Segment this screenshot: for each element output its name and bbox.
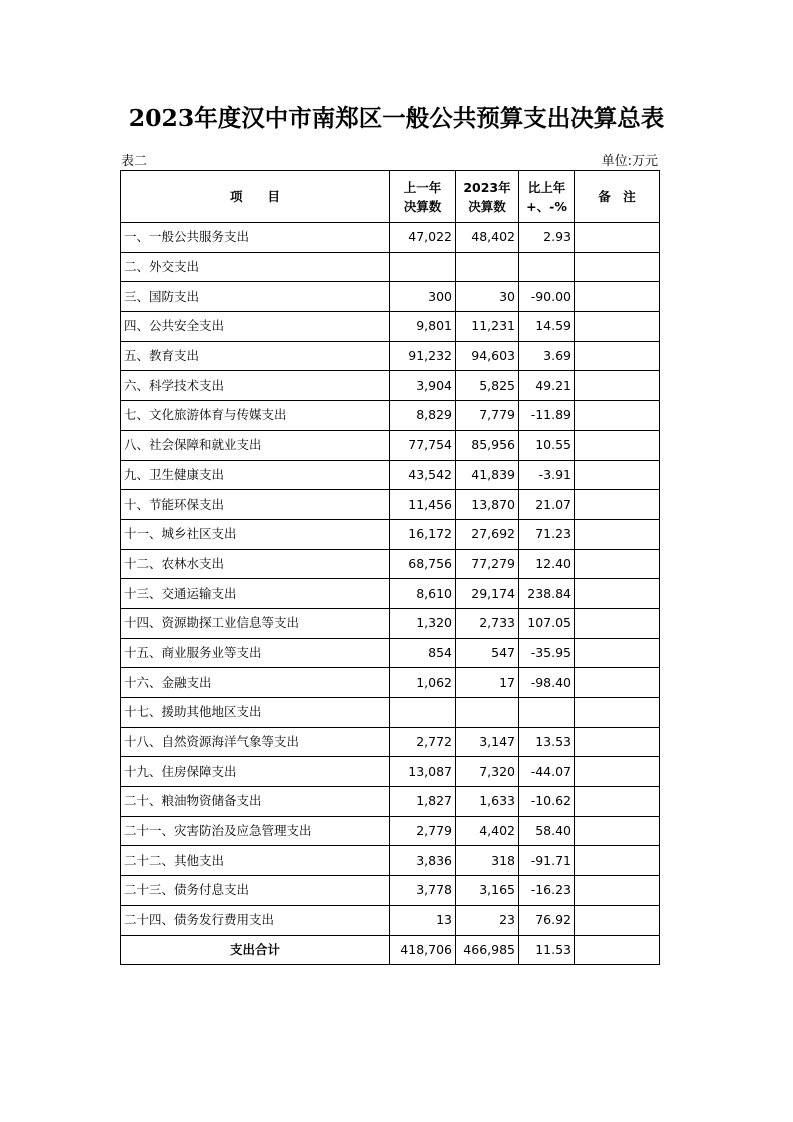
cell-prev-year [390,252,456,282]
cell-item: 五、教育支出 [121,341,390,371]
cell-note [575,430,660,460]
cell-change-pct: -11.89 [519,401,575,431]
unit-label: 单位:万元 [601,154,658,169]
cell-cur-year: 17 [456,668,519,698]
cell-prev-year: 1,320 [390,608,456,638]
cell-prev-year: 300 [390,282,456,312]
cell-prev-year: 68,756 [390,549,456,579]
header-cur-line1: 2023年 [463,179,511,195]
cell-cur-year: 1,633 [456,787,519,817]
cell-item: 二十三、债务付息支出 [121,876,390,906]
cell-prev-year: 11,456 [390,490,456,520]
cell-cur-year: 5,825 [456,371,519,401]
header-cmp-line1: 比上年 [527,179,566,195]
total-cell-cur-year: 466,985 [456,935,519,965]
cell-cur-year: 7,779 [456,401,519,431]
cell-change-pct: 12.40 [519,549,575,579]
total-cell-prev-year: 418,706 [390,935,456,965]
cell-item: 十四、资源勘探工业信息等支出 [121,608,390,638]
cell-cur-year: 77,279 [456,549,519,579]
header-prev-year [390,171,456,223]
cell-change-pct: 13.53 [519,727,575,757]
cell-note [575,223,660,253]
table-row [121,460,660,490]
cell-cur-year: 29,174 [456,579,519,609]
cell-change-pct: 71.23 [519,519,575,549]
cell-note [575,519,660,549]
cell-change-pct: -98.40 [519,668,575,698]
cell-prev-year: 9,801 [390,312,456,342]
cell-change-pct: 21.07 [519,490,575,520]
cell-cur-year: 4,402 [456,816,519,846]
cell-change-pct: 49.21 [519,371,575,401]
table-row [121,638,660,668]
cell-cur-year: 11,231 [456,312,519,342]
table-row [121,223,660,253]
table-row [121,608,660,638]
cell-item: 十三、交通运输支出 [121,579,390,609]
table-row [121,846,660,876]
header-item: 项 目 [121,171,390,223]
table-row [121,430,660,460]
cell-prev-year: 47,022 [390,223,456,253]
cell-change-pct: 2.93 [519,223,575,253]
cell-cur-year: 85,956 [456,430,519,460]
table-row [121,401,660,431]
table-row [121,252,660,282]
cell-note [575,727,660,757]
cell-prev-year: 13 [390,905,456,935]
header-cmp-line2: +、-% [526,198,567,214]
cell-prev-year [390,698,456,728]
cell-note [575,312,660,342]
cell-note [575,787,660,817]
cell-note [575,252,660,282]
cell-prev-year: 3,904 [390,371,456,401]
cell-cur-year: 3,147 [456,727,519,757]
cell-change-pct: 58.40 [519,816,575,846]
cell-prev-year: 1,827 [390,787,456,817]
cell-item: 四、公共安全支出 [121,312,390,342]
cell-prev-year: 2,772 [390,727,456,757]
table-row [121,727,660,757]
table-row [121,876,660,906]
cell-change-pct: -10.62 [519,787,575,817]
table-row [121,579,660,609]
cell-note [575,608,660,638]
cell-item: 二、外交支出 [121,252,390,282]
header-note: 备 注 [575,171,660,223]
cell-item: 十一、城乡社区支出 [121,519,390,549]
cell-item: 一、一般公共服务支出 [121,223,390,253]
table-row [121,787,660,817]
cell-note [575,698,660,728]
cell-prev-year: 2,779 [390,816,456,846]
table-header-row [121,171,660,223]
header-cur-year [456,171,519,223]
cell-note [575,757,660,787]
cell-item: 二十四、债务发行费用支出 [121,905,390,935]
cell-change-pct: -35.95 [519,638,575,668]
cell-note [575,401,660,431]
table-row [121,698,660,728]
cell-cur-year: 547 [456,638,519,668]
cell-prev-year: 3,778 [390,876,456,906]
cell-change-pct: -44.07 [519,757,575,787]
cell-prev-year: 77,754 [390,430,456,460]
table-row [121,371,660,401]
cell-cur-year: 30 [456,282,519,312]
table-row [121,519,660,549]
cell-change-pct: 107.05 [519,608,575,638]
cell-prev-year: 1,062 [390,668,456,698]
cell-item: 二十二、其他支出 [121,846,390,876]
header-prev-line2: 决算数 [403,198,442,214]
cell-change-pct: 76.92 [519,905,575,935]
cell-change-pct: -3.91 [519,460,575,490]
cell-prev-year: 854 [390,638,456,668]
total-row [121,935,660,965]
cell-note [575,341,660,371]
cell-note [575,846,660,876]
cell-note [575,282,660,312]
cell-item: 十五、商业服务业等支出 [121,638,390,668]
page-title: 2023年度汉中市南郑区一般公共预算支出决算总表 [128,104,665,132]
cell-item: 十二、农林水支出 [121,549,390,579]
table-row [121,757,660,787]
cell-change-pct [519,252,575,282]
header-compare [519,171,575,223]
cell-item: 九、卫生健康支出 [121,460,390,490]
cell-change-pct: -16.23 [519,876,575,906]
total-cell-note [575,935,660,965]
cell-note [575,668,660,698]
cell-cur-year: 318 [456,846,519,876]
table-body [121,223,660,965]
cell-item: 十九、住房保障支出 [121,757,390,787]
table-row [121,549,660,579]
cell-prev-year: 3,836 [390,846,456,876]
cell-item: 七、文化旅游体育与传媒支出 [121,401,390,431]
cell-item: 二十一、灾害防治及应急管理支出 [121,816,390,846]
cell-change-pct: 14.59 [519,312,575,342]
header-cur-line2: 决算数 [468,198,506,214]
cell-prev-year: 43,542 [390,460,456,490]
cell-cur-year: 27,692 [456,519,519,549]
cell-note [575,579,660,609]
cell-prev-year: 8,610 [390,579,456,609]
table-row [121,490,660,520]
cell-change-pct: 10.55 [519,430,575,460]
cell-cur-year: 94,603 [456,341,519,371]
cell-change-pct: 3.69 [519,341,575,371]
cell-prev-year: 91,232 [390,341,456,371]
cell-item: 三、国防支出 [121,282,390,312]
cell-item: 十七、援助其他地区支出 [121,698,390,728]
header-prev-line1: 上一年 [403,179,442,195]
cell-cur-year: 13,870 [456,490,519,520]
cell-note [575,816,660,846]
cell-change-pct [519,698,575,728]
cell-prev-year: 13,087 [390,757,456,787]
cell-cur-year: 41,839 [456,460,519,490]
cell-item: 八、社会保障和就业支出 [121,430,390,460]
cell-note [575,549,660,579]
table-row [121,668,660,698]
cell-change-pct: -91.71 [519,846,575,876]
table-row [121,312,660,342]
table-row [121,816,660,846]
cell-cur-year: 2,733 [456,608,519,638]
cell-item: 二十、粮油物资储备支出 [121,787,390,817]
table-row [121,282,660,312]
table-row [121,905,660,935]
cell-note [575,460,660,490]
total-cell-change-pct: 11.53 [519,935,575,965]
budget-table [120,170,660,965]
cell-cur-year [456,698,519,728]
cell-item: 十八、自然资源海洋气象等支出 [121,727,390,757]
cell-item: 十六、金融支出 [121,668,390,698]
cell-note [575,371,660,401]
cell-note [575,638,660,668]
cell-item: 十、节能环保支出 [121,490,390,520]
cell-cur-year [456,252,519,282]
cell-cur-year: 48,402 [456,223,519,253]
cell-prev-year: 8,829 [390,401,456,431]
cell-change-pct: 238.84 [519,579,575,609]
cell-change-pct: -90.00 [519,282,575,312]
table-label: 表二 [121,154,148,169]
total-cell-item: 支出合计 [121,935,390,965]
cell-cur-year: 23 [456,905,519,935]
cell-note [575,905,660,935]
cell-note [575,876,660,906]
cell-prev-year: 16,172 [390,519,456,549]
cell-cur-year: 3,165 [456,876,519,906]
cell-item: 六、科学技术支出 [121,371,390,401]
cell-cur-year: 7,320 [456,757,519,787]
table-row [121,341,660,371]
cell-note [575,490,660,520]
